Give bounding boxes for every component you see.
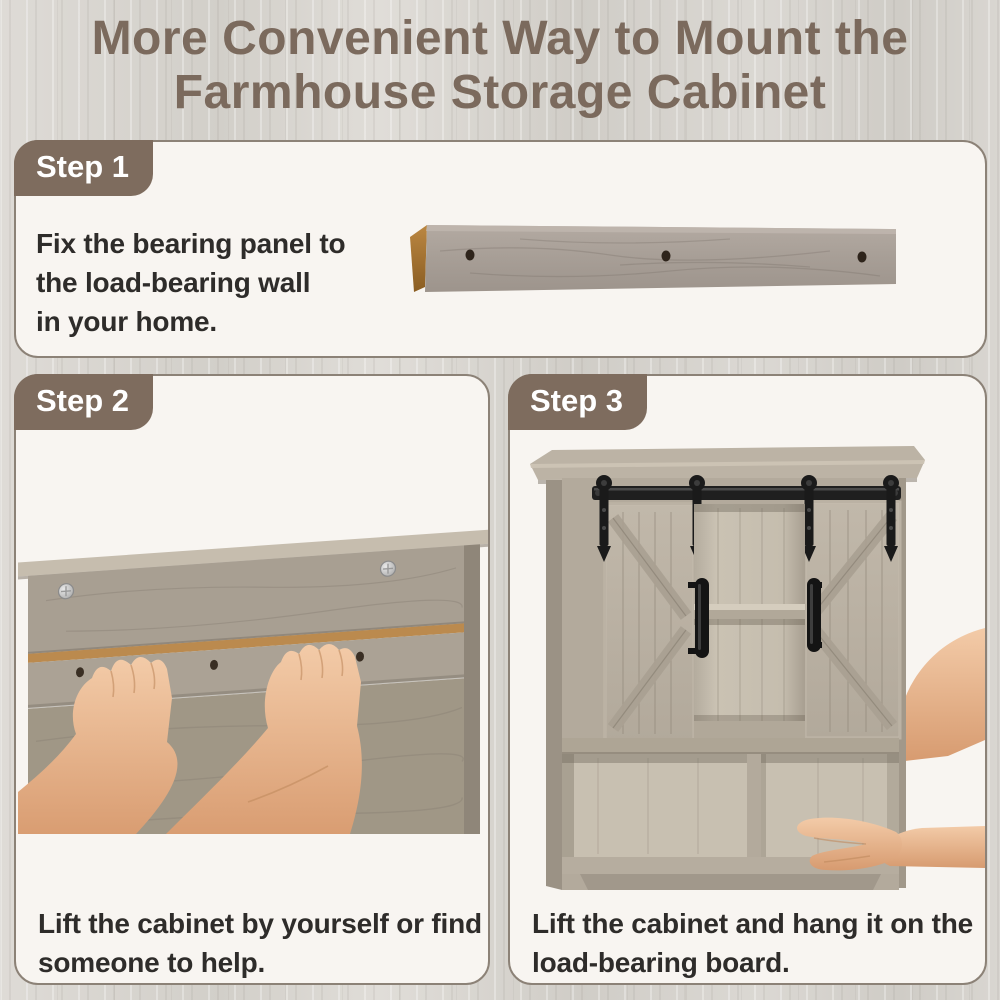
bearing-panel-face	[425, 225, 896, 292]
bearing-panel-side-edge	[410, 225, 427, 292]
cabinet-left-side	[546, 480, 562, 890]
left-barn-door	[605, 504, 694, 742]
lower-cubby-section	[562, 754, 899, 857]
step-2-panel	[14, 374, 490, 985]
page-title-line-2: Farmhouse Storage Cabinet	[173, 66, 827, 119]
step-3-instruction-line-1: Lift the cabinet and hang it on the	[532, 908, 973, 939]
barn-door-cabinet-illustration	[518, 438, 985, 894]
step-2-instruction	[38, 904, 482, 982]
supporting-upper-arm	[896, 628, 985, 762]
step-1-instruction-line-1: Fix the bearing panel to	[36, 228, 346, 259]
middle-open-shelf-section	[694, 504, 805, 742]
screw-hole	[466, 250, 475, 261]
screw-hole	[858, 252, 867, 263]
step-3-badge: Step 3	[508, 374, 647, 430]
step-1-instruction-line-2: the load-bearing wall	[36, 267, 311, 298]
cabinet-side-panel	[464, 544, 480, 834]
step-2-instruction-line-1: Lift the cabinet by yourself or find	[38, 908, 482, 939]
step-1-panel	[14, 140, 987, 358]
cabinet-mid-board	[562, 738, 899, 754]
page-title-line-1: More Convenient Way to Mount the	[91, 12, 909, 65]
step-1-badge: Step 1	[14, 140, 153, 196]
step-1-instruction-line-3: in your home.	[36, 306, 217, 337]
page-title	[0, 12, 1000, 120]
cabinet-plinth	[580, 874, 881, 890]
step-1-instruction	[36, 224, 345, 341]
right-door-handle	[807, 578, 822, 652]
step-3-instruction	[532, 904, 973, 982]
step-3-instruction-line-2: load-bearing board.	[532, 947, 790, 978]
middle-shelf	[694, 610, 805, 619]
bearing-panel-illustration	[410, 221, 896, 294]
cabinet-back-lifting-illustration	[18, 502, 488, 834]
cubby-divider	[747, 754, 761, 857]
screw-hole	[662, 251, 671, 262]
step-3-panel	[508, 374, 987, 985]
step-2-badge: Step 2	[14, 374, 153, 430]
step-2-instruction-line-2: someone to help.	[38, 947, 266, 978]
